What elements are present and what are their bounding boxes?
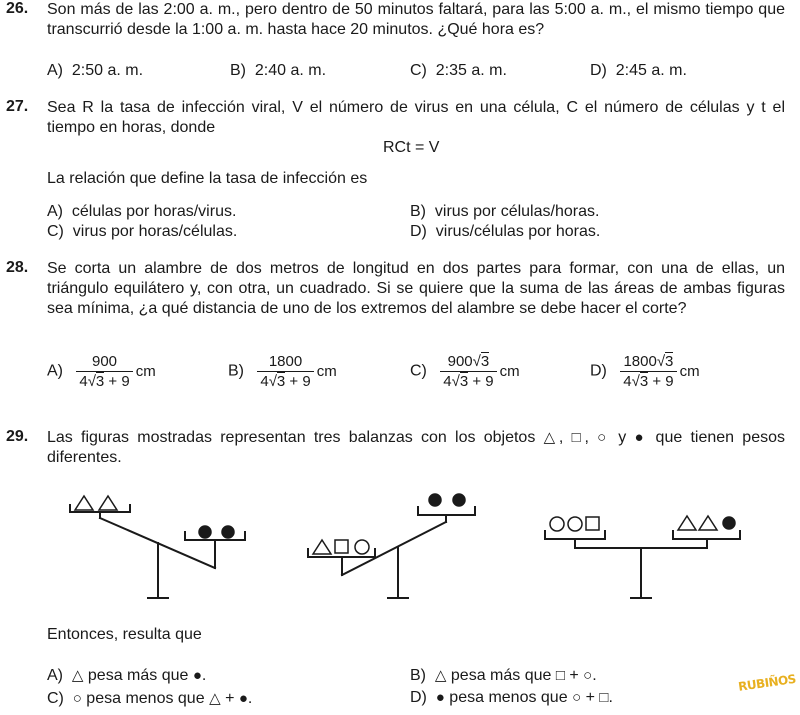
question-27-formula: RCt = V <box>383 139 440 156</box>
q27-option-d[interactable]: D) virus/células por horas. <box>410 223 601 240</box>
fraction: $\frac{1800√3}{4√3 + 9}$ <box>620 352 676 391</box>
circle-icon <box>568 517 582 531</box>
question-28-text: Se corta un alambre de dos metros de longitud en dos partes para formar, con una de ellas, un triángulo equilátero y, con otra, un cuadrado. Si se quiere que la suma de las áreas de ambas figuras sea mínima, ¿a qué distancia de uno de los extremos del alambre se debe hacer el corte? <box>47 260 785 317</box>
fraction: $\frac{900√3}{4√3 + 9}$ <box>440 352 496 391</box>
q26-option-d[interactable]: D) 2:45 a. m. <box>590 62 687 79</box>
balance-2 <box>308 507 475 598</box>
circle-icon: ○ <box>597 429 610 446</box>
triangle-icon: △ <box>71 667 84 684</box>
q28-option-d[interactable]: D) $\frac{1800√3}{4√3 + 9}$ cm <box>590 353 700 390</box>
filled-circle-icon: ● <box>435 689 445 706</box>
balance-3 <box>545 531 740 598</box>
question-29-number: 29. <box>6 428 29 445</box>
q29-option-a[interactable]: A) △ pesa más que ●. <box>47 667 207 684</box>
q26-option-c[interactable]: C) 2:35 a. m. <box>410 62 507 79</box>
circle-icon <box>355 540 369 554</box>
q29-option-b[interactable]: B) △ pesa más que □ + ○. <box>410 667 597 684</box>
q29-option-d[interactable]: D) ● pesa menos que ○ + □. <box>410 689 613 706</box>
filled-circle-icon: ● <box>634 429 648 446</box>
square-icon <box>586 517 599 530</box>
filled-circle-icon <box>453 494 465 506</box>
q28-option-b[interactable]: B) $\frac{1800}{4√3 + 9}$ cm <box>228 353 337 390</box>
square-icon: □ <box>555 667 565 684</box>
q28-option-a[interactable]: A) $\frac{900}{4√3 + 9}$ cm <box>47 353 156 390</box>
triangle-icon: △ <box>543 429 559 446</box>
question-28-number: 28. <box>6 259 29 276</box>
triangle-icon: △ <box>209 690 221 707</box>
fraction: $\frac{1800}{4√3 + 9}$ <box>257 352 313 391</box>
triangle-icon <box>699 516 717 530</box>
square-icon: □ <box>599 689 609 706</box>
q27-option-b[interactable]: B) virus por células/horas. <box>410 203 600 220</box>
question-26-number: 26. <box>6 0 29 17</box>
square-icon: □ <box>571 429 585 446</box>
q26-option-b[interactable]: B) 2:40 a. m. <box>230 62 327 79</box>
triangle-icon <box>75 496 93 510</box>
balance-1 <box>70 505 245 598</box>
triangle-icon <box>99 496 117 510</box>
q27-option-a[interactable]: A) células por horas/virus. <box>47 203 237 220</box>
q28-option-c[interactable]: C) $\frac{900√3}{4√3 + 9}$ cm <box>410 353 520 390</box>
triangle-icon <box>313 540 331 554</box>
circle-icon: ○ <box>583 667 593 684</box>
question-29-text: Las figuras mostradas representan tres balanzas con los objetos △, □, ○ y ● que tienen pesos diferentes. <box>47 429 785 466</box>
filled-circle-icon <box>723 517 735 529</box>
question-27-text: Sea R la tasa de infección viral, V el número de virus en una célula, C el número de células y t el tiempo en horas, donde <box>47 99 785 136</box>
circle-icon: ○ <box>572 689 582 706</box>
square-icon <box>335 540 348 553</box>
circle-icon <box>550 517 564 531</box>
circle-icon: ○ <box>72 690 82 707</box>
fraction: $\frac{900}{4√3 + 9}$ <box>76 352 132 391</box>
question-26-text: Son más de las 2:00 a. m., pero dentro de 50 minutos faltará, para las 5:00 a. m., el mismo tiempo que transcurrió desde la 1:00 a. m. hasta hace 20 minutos. ¿Qué hora es? <box>47 1 785 38</box>
filled-circle-icon <box>222 526 234 538</box>
filled-circle-icon <box>199 526 211 538</box>
q26-option-a[interactable]: A) 2:50 a. m. <box>47 62 144 79</box>
logo-text: RUBIÑOS <box>737 671 797 694</box>
question-27-prompt: La relación que define la tasa de infección es <box>47 170 368 187</box>
filled-circle-icon: ● <box>238 690 248 707</box>
question-27-number: 27. <box>6 98 29 115</box>
q27-option-c[interactable]: C) virus por horas/células. <box>47 223 238 240</box>
filled-circle-icon: ● <box>192 667 202 684</box>
q29-option-c[interactable]: C) ○ pesa menos que △ + ●. <box>47 690 253 707</box>
question-29-prompt: Entonces, resulta que <box>47 626 202 643</box>
rubinos-logo <box>737 668 797 708</box>
triangle-icon <box>678 516 696 530</box>
filled-circle-icon <box>429 494 441 506</box>
triangle-icon: △ <box>434 667 447 684</box>
